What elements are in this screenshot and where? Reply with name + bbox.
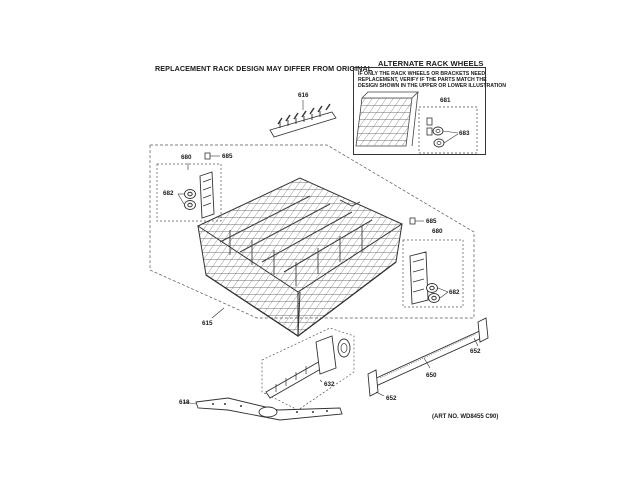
callout-652-top: 652	[470, 348, 481, 355]
inset-rack-sketch	[356, 92, 418, 146]
inset-note-line: DESIGN SHOWN IN THE UPPER OR LOWER ILLUSTRATION	[358, 83, 507, 90]
inset-note-line: REPLACEMENT, VERIFY IF THE PARTS MATCH THE	[358, 77, 487, 84]
rail-stop-652-top	[474, 318, 488, 346]
right-clip-685	[410, 218, 424, 224]
callout-682-right: 682	[449, 289, 460, 296]
callout-681: 681	[440, 97, 451, 104]
callout-680-left: 680	[181, 154, 192, 161]
lower-spray-arm-618	[183, 398, 342, 420]
inset-note-line: IF ONLY THE RACK WHEELS OR BRACKETS NEED	[358, 71, 486, 77]
replacement-rack-note: REPLACEMENT RACK DESIGN MAY DIFFER FROM ORIGINAL	[155, 64, 373, 73]
inset-wheels-683	[427, 118, 458, 147]
callout-683: 683	[459, 130, 470, 137]
callout-680-right: 680	[432, 228, 443, 235]
spray-arm-manifold-632	[266, 336, 350, 398]
lower-rack-615	[198, 178, 402, 336]
part-616-tine-row	[270, 100, 336, 137]
art-number: (ART NO. WD8455 C90)	[432, 414, 499, 420]
callout-632: 632	[324, 381, 335, 388]
left-wheel-bracket-682	[178, 172, 214, 218]
callout-685-right: 685	[426, 218, 437, 225]
alternate-rack-wheels-title: ALTERNATE RACK WHEELS	[378, 59, 484, 68]
callout-618: 618	[179, 399, 190, 406]
callout-615: 615	[202, 320, 213, 327]
left-clip-685	[205, 153, 220, 159]
right-wheel-bracket-682	[410, 252, 448, 304]
callout-650: 650	[426, 372, 437, 379]
callout-682-left: 682	[163, 190, 174, 197]
callout-652-bottom: 652	[386, 395, 397, 402]
callout-616: 616	[298, 92, 309, 99]
callout-685-left: 685	[222, 153, 233, 160]
